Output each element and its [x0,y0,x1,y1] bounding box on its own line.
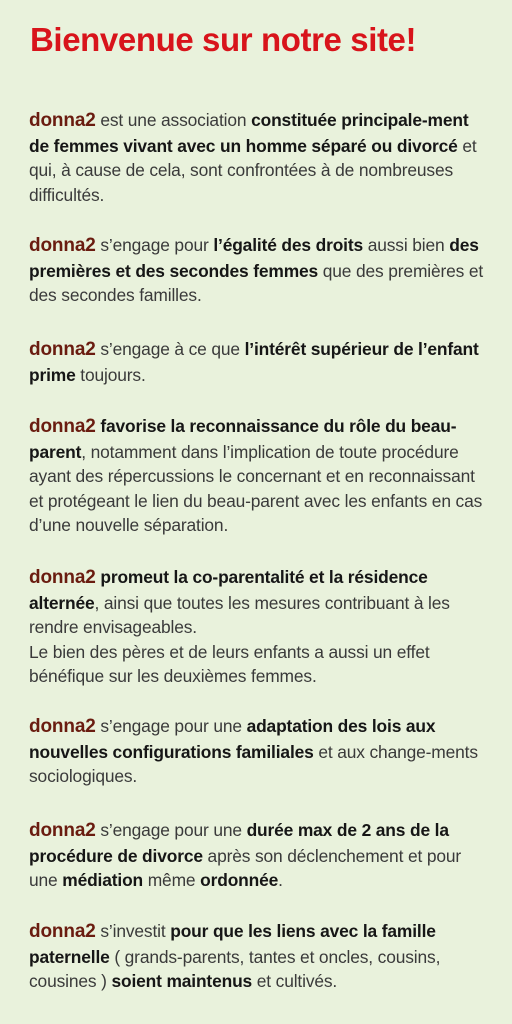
paragraph-text: , ainsi que toutes les mesures contribuant à les rendre envisageables. [29,592,450,638]
paragraph-text: s’engage pour une [95,716,247,736]
brand-name: donna2 [29,235,96,256]
paragraph-law-adaptation [29,714,491,789]
paragraph-highlight: médiation [62,870,144,891]
paragraph-highlight: favorise la reconnaissance du rôle du beau-parent [29,416,457,462]
brand-name: donna2 [29,820,96,841]
paragraph-text: s’engage pour [95,235,214,255]
paragraph-highlight: constituée principale-ment de femmes vivant avec un homme séparé ou divorcé [29,110,469,156]
paragraph-text: ( grands-parents, tantes et oncles, cousins, cousines ) [29,946,441,992]
brand-name: donna2 [29,416,96,437]
paragraph-text: et cultivés. [252,971,338,992]
brand-name: donna2 [29,339,96,360]
paragraph-text: Le bien des pères et de leurs enfants a aussi un effet bénéfique sur les deuxièmes femmes. [29,641,430,687]
paragraph-highlight: ordonnée [200,870,279,891]
paragraph-text: aussi bien [363,235,450,255]
paragraph-highlight: des premières et des secondes femmes [29,235,479,281]
page-title: Bienvenue sur notre site! [30,21,417,58]
paragraph-text: s’engage à ce que [95,339,245,359]
paragraph-text: s’investit [95,921,171,941]
paragraph-text: , notamment dans l’implication de toute procédure ayant des répercussions le concernant et en reconnaissant et protégeant le lien du beau-parent avec les enfants en cas d’une nouvelle séparation. [29,441,483,536]
paragraph-highlight: promeut la co-parentalité et la résidence alternée [29,567,428,613]
paragraph-step-parent [29,414,491,538]
paragraph-association [29,108,491,207]
paragraph-highlight: pour que les liens avec la famille paternelle [29,921,436,967]
brand-name: donna2 [29,567,96,588]
paragraph-text: . [278,870,283,891]
paragraph-text: même [143,870,201,891]
paragraph-co-parenting [29,565,491,689]
paragraph-highlight: l’intérêt supérieur de l’enfant prime [29,339,479,385]
paragraph-text: que des premières et des secondes familles. [29,260,484,306]
paragraph-equality [29,233,491,308]
paragraph-text: après son déclenchement et pour une [29,845,462,891]
brand-name: donna2 [29,716,96,737]
brand-name: donna2 [29,921,96,942]
brand-name: donna2 [29,110,96,131]
paragraph-highlight: durée max de 2 ans de la procédure de divorce [29,820,449,866]
paragraph-text: et qui, à cause de cela, sont confrontées à de nombreuses difficultés. [29,135,477,205]
paragraph-text: et aux change-ments sociologiques. [29,741,478,787]
paragraph-highlight: l’égalité des droits [213,235,364,255]
paragraph-child-interest [29,337,491,387]
paragraph-divorce-duration [29,818,491,893]
paragraph-text: toujours. [75,364,146,385]
paragraph-highlight: soient maintenus [111,971,253,992]
paragraph-text: s’engage pour une [95,820,247,840]
paragraph-paternal-family [29,919,491,994]
paragraph-text: est une association [95,110,252,130]
paragraph-highlight: adaptation des lois aux nouvelles configurations familiales [29,716,436,762]
